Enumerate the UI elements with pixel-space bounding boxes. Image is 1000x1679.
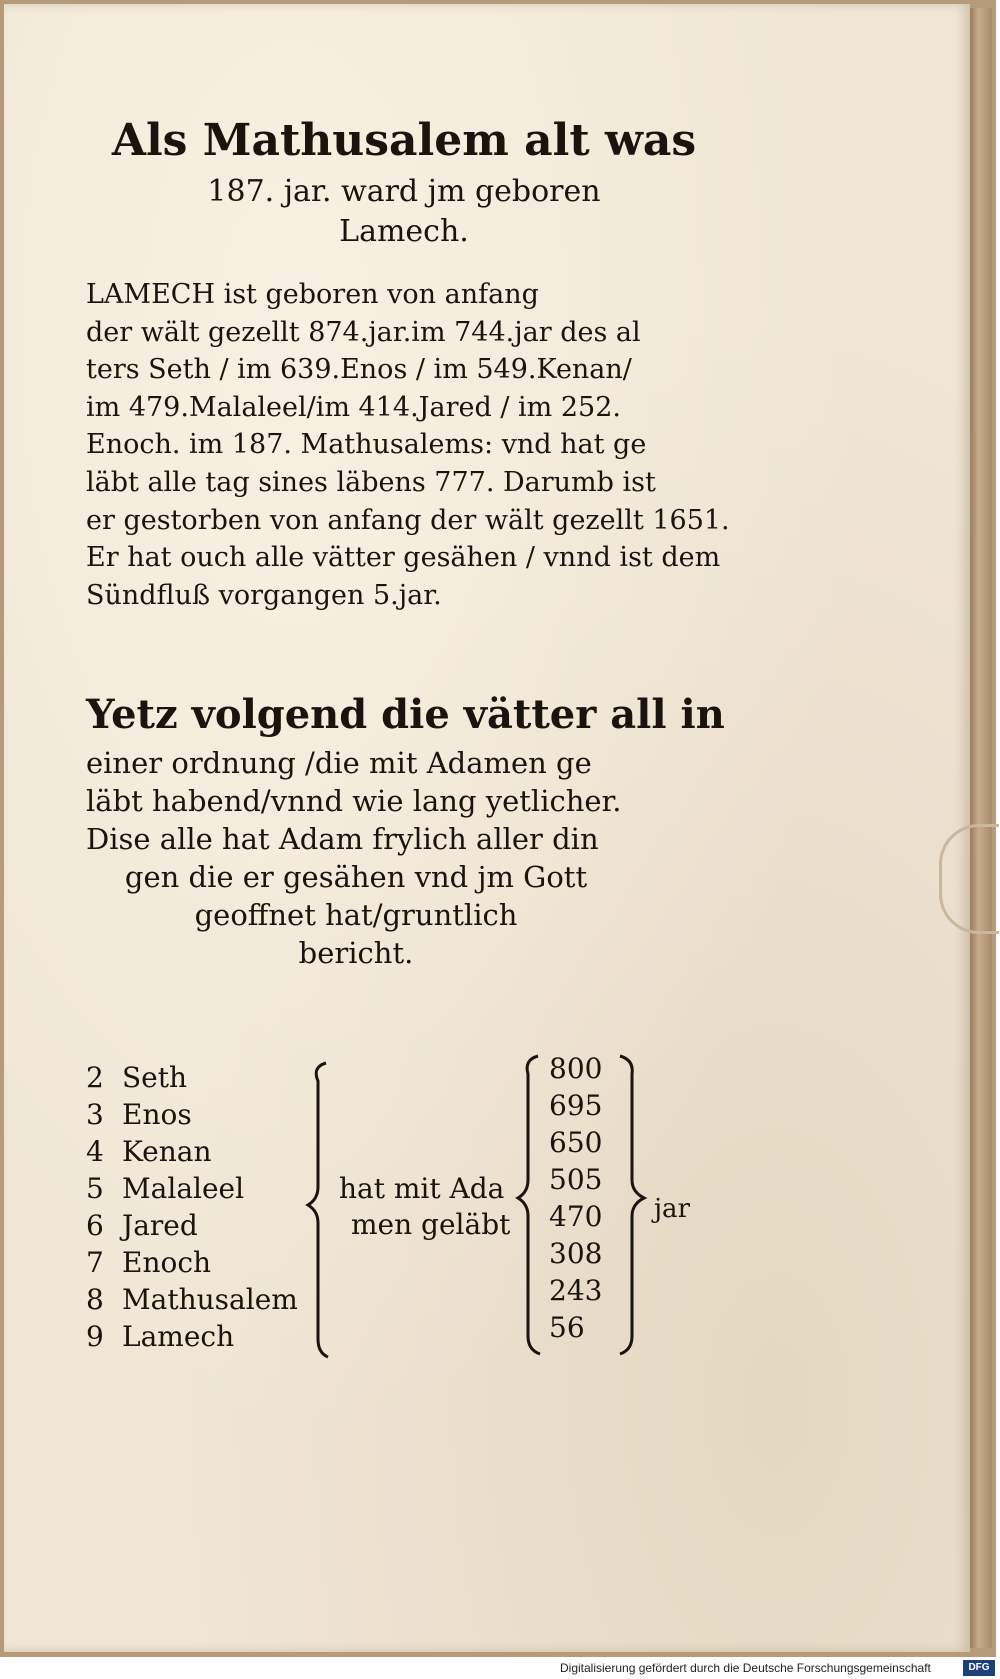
- table-row: [86, 1244, 298, 1281]
- table-row: [86, 1096, 298, 1133]
- dfg-logo: DFG: [963, 1660, 995, 1676]
- text-line: einer ordnung /die mit Adamen ge: [86, 746, 592, 780]
- father-name: Jared: [122, 1209, 198, 1242]
- text-line: Sündfluß vorgangen 5.jar.: [86, 579, 442, 611]
- paragraph-fathers: [86, 744, 686, 972]
- page-clasp-tab: [939, 824, 999, 934]
- text-line: geoffnet hat/gruntlich: [194, 898, 518, 932]
- text-line: hat mit Ada: [339, 1172, 505, 1205]
- text-line: ters Seth / im 639.Enos / im 549.Kenan/: [86, 354, 632, 386]
- table-row: [86, 1281, 298, 1318]
- digitization-credit: Digitalisierung gefördert durch die Deutsche Forschungsgemeinschaft: [560, 1661, 931, 1675]
- text-line: men geläbt: [351, 1208, 511, 1241]
- right-brace-icon: [616, 1052, 652, 1357]
- table-row: [86, 1133, 298, 1170]
- row-number: 3: [86, 1098, 104, 1131]
- row-number: 8: [86, 1283, 104, 1316]
- father-name: Enos: [122, 1098, 192, 1131]
- father-name: Enoch: [122, 1246, 212, 1279]
- book-page: [4, 4, 970, 1652]
- row-number: 9: [86, 1320, 104, 1353]
- heading-line-1: Als Mathusalem alt was: [111, 115, 697, 166]
- text-line: der wält gezellt 874.jar.im 744.jar des al: [86, 316, 641, 348]
- father-name: Seth: [122, 1061, 188, 1094]
- paragraph-lamech: [86, 276, 730, 614]
- years-value: 308: [549, 1237, 603, 1270]
- text-line: Enoch. im 187. Mathusalems: vnd hat ge: [86, 429, 647, 461]
- years-value: 470: [549, 1200, 603, 1233]
- table-row: [86, 1318, 298, 1355]
- years-value: 695: [549, 1089, 603, 1122]
- text-line: läbt alle tag sines läbens 777. Darumb ist: [86, 466, 656, 498]
- text-line: läbt habend/vnnd wie lang yetlicher.: [86, 784, 622, 818]
- text-line: er gestorben von anfang der wält gezellt 1651.: [86, 504, 730, 536]
- fathers-name-column: [86, 1059, 298, 1355]
- heading-line-3: Lamech.: [339, 214, 469, 249]
- years-value: 505: [549, 1163, 603, 1196]
- years-value: 650: [549, 1126, 603, 1159]
- heading-line-2: 187. jar. ward jm geboren: [207, 174, 601, 209]
- lived-with-adam-label: [339, 1171, 510, 1243]
- text-line: im 479.Malaleel/im 414.Jared / im 252.: [86, 391, 621, 423]
- table-row: [86, 1059, 298, 1096]
- years-column: [549, 1050, 602, 1346]
- row-number: 5: [86, 1172, 104, 1205]
- heading-fathers: Yetz volgend die vätter all in: [86, 691, 725, 738]
- row-number: 7: [86, 1246, 104, 1279]
- father-name: Lamech: [122, 1320, 235, 1353]
- father-name: Mathusalem: [122, 1283, 298, 1316]
- left-brace-icon: [304, 1059, 334, 1359]
- table-row: [86, 1207, 298, 1244]
- years-value: 800: [549, 1052, 603, 1085]
- years-brace-icon: [514, 1052, 544, 1357]
- years-value: 56: [549, 1311, 585, 1344]
- row-number: 2: [86, 1061, 104, 1094]
- father-name: Malaleel: [122, 1172, 245, 1205]
- text-line: bericht.: [298, 936, 414, 970]
- years-value: 243: [549, 1274, 603, 1307]
- text-line: LAMECH ist geboren von anfang: [86, 279, 539, 310]
- unit-label: jar: [654, 1194, 690, 1224]
- text-line: Er hat ouch alle vätter gesähen / vnnd ist dem: [86, 542, 721, 574]
- text-line: gen die er gesähen vnd jm Gott: [124, 860, 588, 894]
- row-number: 4: [86, 1135, 104, 1168]
- row-number: 6: [86, 1209, 104, 1242]
- father-name: Kenan: [122, 1135, 212, 1168]
- text-line: Dise alle hat Adam frylich aller din: [86, 822, 599, 856]
- table-row: [86, 1170, 298, 1207]
